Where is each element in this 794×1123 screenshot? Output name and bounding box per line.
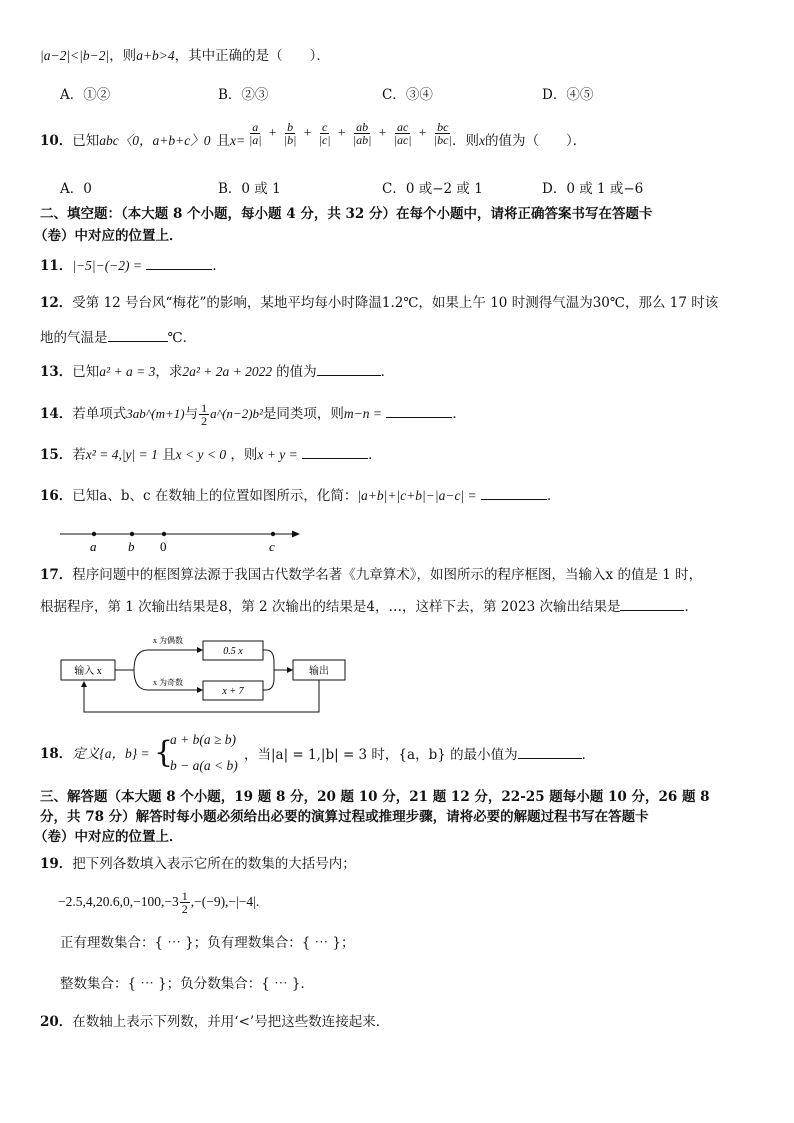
label-a: a	[90, 539, 97, 554]
q11-expr: |−5|−(−2) =	[72, 258, 143, 273]
q10-option-b: B．0 或 1	[218, 181, 281, 197]
q14-monomial2: a^(n−2)b²	[210, 406, 263, 421]
q18-line	[40, 744, 150, 764]
output-label: 输出	[309, 666, 329, 677]
q16-number-line	[56, 522, 306, 554]
q11-number: 11．	[40, 258, 73, 274]
q17-text2: 根据程序，第 1 次输出结果是8，第 2 次输出的结果是4，…，这样下去，第 2023 次输出结果是	[40, 599, 621, 615]
q18-answer-blank[interactable]	[518, 744, 582, 759]
q10-fraction-sum: $\frac{a}{|a|}$ + $\frac{b}{|b|}$ + $\frac{c}{|c|}$ + $\frac{ab}{|ab|}$ + $\frac{ac}{|ac|}$ + $\frac{bc}{|bc|}$	[249, 120, 452, 147]
q9-condition-line	[40, 46, 330, 66]
q19-sets-line2: 整数集合：{ ⋯ }；负分数集合：{ ⋯ }．	[60, 976, 315, 992]
q18-question	[244, 744, 595, 765]
q13-end: ．	[380, 364, 395, 380]
point-a	[92, 532, 96, 536]
q15-expr: x + y =	[257, 447, 298, 462]
q9-text: ，则	[109, 48, 137, 64]
q18-number: 18．	[40, 746, 73, 762]
q12-answer-blank[interactable]	[108, 327, 168, 342]
q16-line	[40, 485, 560, 506]
q15-text3: ，则	[230, 447, 258, 463]
q10-option-a: A．0	[60, 181, 92, 197]
q14-end: ．	[452, 406, 466, 422]
q12-line2	[40, 327, 196, 348]
point-zero	[162, 532, 166, 536]
q10-option-d: D．0 或 1 或−6	[542, 181, 644, 197]
q19-list-b: ,−(−9),−|−4|.	[190, 894, 260, 909]
loop-back-line	[84, 680, 319, 712]
q19-number-list	[58, 888, 259, 916]
q15-line	[40, 444, 382, 465]
label-b: b	[128, 539, 135, 554]
even-label: x 为偶数	[153, 636, 183, 645]
q10-text3: ．则	[452, 133, 479, 149]
q19-sets-line1: 正有理数集合：{ ⋯ }；负有理数集合：{ ⋯ }；	[60, 935, 355, 951]
section3-heading-line1: 三、解答题（本大题 8 个小题，19 题 8 分，20 题 10 分，21 题 12 分，22-25 题每小题 10 分，26 题 8	[40, 789, 710, 805]
q17-text: 程序问题中的框图算法源于我国古代数学名著《九章算术》，如图所示的程序框图，当输入x 的值是 1 时，	[72, 567, 703, 583]
q9-condition: |a−2|<|b−2|	[40, 48, 110, 63]
q9-expr: a+b>4	[136, 48, 175, 63]
q12-text2: 地的气温是	[40, 330, 108, 346]
q14-line	[40, 402, 466, 427]
q16-number: 16．	[40, 488, 73, 504]
axis-arrow	[292, 531, 300, 538]
q12-unit: ℃．	[167, 330, 197, 346]
q14-answer-blank[interactable]	[386, 403, 452, 418]
q9-option-c: C．③④	[382, 87, 433, 103]
q10-var: x	[479, 133, 485, 148]
q10-number: 10．	[40, 133, 73, 149]
section3-heading-line3: （卷）中对应的位置上．	[34, 829, 183, 845]
q10-option-c: C．0 或−2 或 1	[382, 181, 483, 197]
q15-cond2: x < y < 0	[175, 447, 227, 462]
q18-case2: b − a(a < b)	[170, 758, 238, 773]
q13-number: 13．	[40, 364, 73, 380]
q9-option-b: B．②③	[218, 87, 269, 103]
label-c: c	[269, 539, 275, 554]
q10-x-eq: x=	[230, 133, 246, 148]
q16-expr: |a+b|+|c+b|−|a−c| =	[357, 488, 477, 503]
q13-cond: a² + a = 3	[99, 364, 156, 379]
q20-text: 在数轴上表示下列数，并用‘<’号把这些数连接起来．	[72, 1014, 390, 1030]
odd-op: x + 7	[222, 686, 244, 697]
q14-text2: 与	[184, 406, 199, 422]
q15-text1: 若	[72, 447, 86, 463]
q18-text2: ，当|a| = 1,|b| = 3 时，{a，b} 的最小值为	[244, 747, 518, 763]
q18-case1: a + b(a ≥ b)	[170, 732, 237, 747]
q19-number: 19．	[40, 856, 73, 872]
q17-line1	[40, 565, 702, 585]
q13-expr: 2a² + 2a + 2022	[182, 364, 273, 379]
q17-answer-blank[interactable]	[620, 596, 684, 611]
q13-line	[40, 361, 394, 382]
q19-frac-numerator: 1	[181, 889, 188, 904]
q10-question	[452, 131, 586, 151]
q18-definition: 定义{a，b} =	[72, 746, 150, 761]
even-op: 0.5 x	[223, 646, 243, 657]
q19-fraction	[180, 890, 190, 915]
q10-line	[40, 131, 245, 151]
q13-text2: ，求	[155, 364, 183, 380]
q12-text: 受第 12 号台风“梅花”的影响，某地平均每小时降温1.2℃，如果上午 10 时测得气温为30℃，那么 17 时该	[72, 295, 719, 311]
q13-text1: 已知	[72, 364, 100, 380]
odd-label: x 为奇数	[153, 678, 183, 687]
q17-line2	[40, 596, 698, 617]
label-zero: 0	[160, 539, 167, 554]
q9-option-d: D．④⑤	[542, 87, 594, 103]
q15-number: 15．	[40, 447, 73, 463]
q14-half: $\frac{1}{2}$	[201, 401, 208, 428]
q18-end: ．	[581, 747, 596, 763]
q10-text2: 且	[216, 133, 231, 149]
q17-flowchart	[56, 628, 356, 720]
q12-number: 12．	[40, 295, 73, 311]
q14-expr: m−n =	[343, 406, 383, 421]
q15-text2: 且	[162, 447, 176, 463]
q18-brace: {	[154, 735, 174, 770]
q19-text: 把下列各数填入表示它所在的数集的大括号内；	[72, 856, 356, 872]
q14-text1: 若单项式	[72, 406, 127, 422]
q17-end: ．	[684, 599, 698, 615]
q14-text3: 是同类项，则	[262, 406, 344, 422]
q19-frac-denominator: 2	[181, 902, 188, 917]
q9-option-a: A．①②	[60, 87, 111, 103]
q17-number: 17．	[40, 567, 73, 583]
q19-list-a: −2.5,4,20.6,0,−100,−3	[58, 894, 179, 909]
point-c	[271, 532, 275, 536]
input-label: 输入 x	[74, 666, 102, 677]
point-b	[130, 532, 134, 536]
q19-line	[40, 854, 356, 874]
q16-answer-blank[interactable]	[481, 485, 547, 500]
q16-text: 已知a、b、c 在数轴上的位置如图所示，化简：	[72, 488, 358, 504]
section2-heading-line2: （卷）中对应的位置上．	[34, 228, 183, 244]
q10-text: 已知	[72, 133, 100, 149]
q15-answer-blank[interactable]	[302, 444, 368, 459]
q20-number: 20．	[40, 1014, 73, 1030]
q15-cond: x² = 4,|y| = 1	[85, 447, 158, 462]
q16-end: ．	[546, 488, 561, 504]
section3-heading-line2: 分，共 78 分）解答时每小题必须给出必要的演算过程或推理步骤，请将必要的解题过程书写在答题卡	[40, 809, 649, 825]
q13-text3: 的值为	[276, 364, 317, 380]
q15-end: ．	[368, 447, 382, 463]
q14-number: 14．	[40, 406, 73, 422]
q12-line1	[40, 293, 718, 313]
q11-answer-blank[interactable]	[146, 255, 212, 270]
q11-end: ．	[212, 258, 226, 274]
q20-line	[40, 1012, 389, 1032]
q10-text4: 的值为（ ）．	[485, 133, 587, 149]
section2-heading-line1: 二、填空题：（本大题 8 个小题，每小题 4 分，共 32 分）在每个小题中，请将正确答案书写在答题卡	[40, 206, 653, 222]
q13-answer-blank[interactable]	[317, 361, 381, 376]
q10-condition: abc〈0，a+b+c〉0	[99, 133, 211, 148]
q9-question: ，其中正确的是（ ）．	[174, 48, 330, 64]
q11-line	[40, 255, 226, 276]
q14-monomial1: 3ab^(m+1)	[126, 406, 185, 421]
